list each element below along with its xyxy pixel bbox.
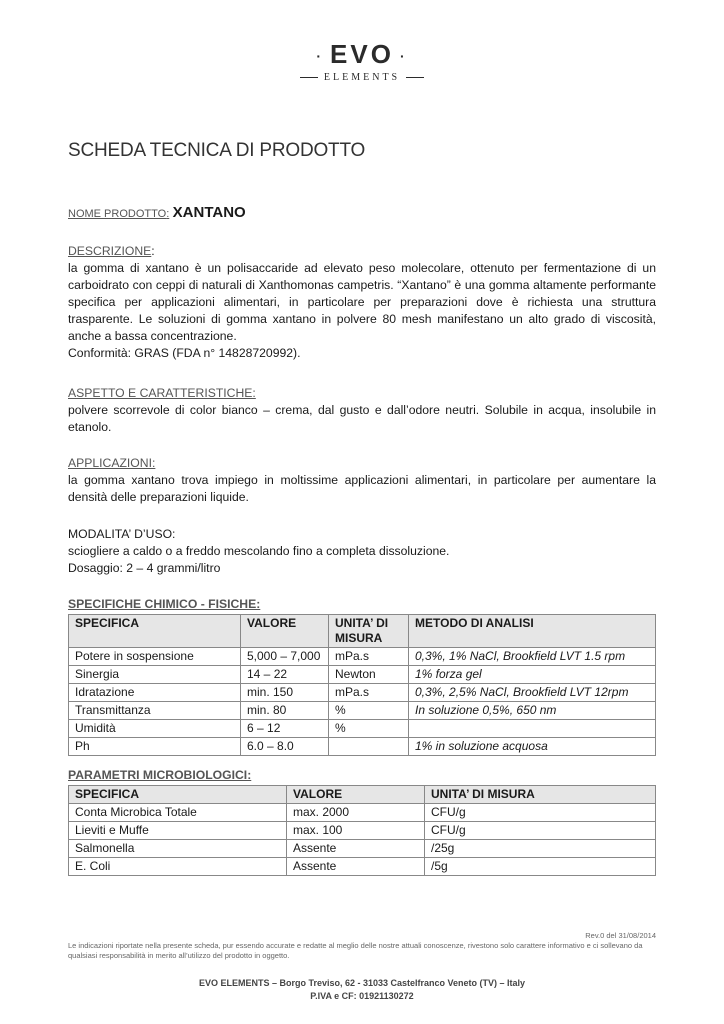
table-cell: 5,000 – 7,000 — [241, 648, 329, 666]
table-row — [69, 804, 656, 822]
chemphys-label: SPECIFICHE CHIMICO - FISICHE: — [68, 597, 261, 611]
table-cell: % — [329, 720, 409, 738]
applications-text: la gomma xantano trova impiego in moltissime applicazioni alimentari, in particolare per aumentare la densità delle preparazioni liquide. — [68, 473, 656, 504]
table-cell: CFU/g — [425, 804, 656, 822]
table-row — [69, 720, 656, 738]
table-cell: /5g — [425, 858, 656, 876]
table-cell: Lieviti e Muffe — [69, 822, 287, 840]
column-header: VALORE — [241, 615, 329, 648]
table-cell: 6 – 12 — [241, 720, 329, 738]
disclaimer: Le indicazioni riportate nella presente scheda, pur essendo accurate e redatte al meglio delle nostre attuali conoscenze, rivestono solo carattere informativo e ci sollevano da qualsiasi responsabilità in merito all’utilizzo del prodotto in oggetto. — [68, 941, 643, 960]
table-row — [69, 702, 656, 720]
logo-dot-right: · — [399, 48, 408, 65]
column-header: VALORE — [287, 786, 425, 804]
logo-dot-left: · — [316, 48, 325, 65]
conformity-text: Conformità: GRAS (FDA n° 14828720992). — [68, 346, 301, 360]
column-header: UNITA’ DI MISURA — [425, 786, 656, 804]
micro-table — [68, 785, 656, 876]
table-cell: max. 2000 — [287, 804, 425, 822]
table-cell: In soluzione 0,5%, 650 nm — [409, 702, 656, 720]
logo-sub-text: ELEMENTS — [323, 72, 401, 84]
table-cell: Assente — [287, 858, 425, 876]
table-cell: 0,3%, 2,5% NaCl, Brookfield LVT 12rpm — [409, 684, 656, 702]
table-cell: E. Coli — [69, 858, 287, 876]
table-cell — [409, 720, 656, 738]
table-cell: Assente — [287, 840, 425, 858]
table-cell: 14 – 22 — [241, 666, 329, 684]
table-cell: max. 100 — [287, 822, 425, 840]
logo-rule-left — [300, 77, 318, 78]
table-cell: Transmittanza — [69, 702, 241, 720]
vat-number: P.IVA e CF: 01921130272 — [310, 991, 414, 1001]
applications-label: APPLICAZIONI: — [68, 456, 156, 470]
table-cell: mPa.s — [329, 648, 409, 666]
table-cell: min. 80 — [241, 702, 329, 720]
table-cell: Umidità — [69, 720, 241, 738]
table-cell: 1% in soluzione acquosa — [409, 738, 656, 756]
table-cell: 1% forza gel — [409, 666, 656, 684]
product-name: XANTANO — [172, 204, 246, 221]
company-address: EVO ELEMENTS – Borgo Treviso, 62 - 31033 Castelfranco Veneto (TV) – Italy — [198, 978, 526, 988]
table-cell: Sinergia — [69, 666, 241, 684]
chemphys-heading — [68, 596, 656, 613]
column-header: SPECIFICA — [69, 615, 241, 648]
description-text: la gomma di xantano è un polisaccaride ad elevato peso molecolare, ottenuto per fermentazione di un carboidrato con ceppi di naturali di Xanthomonas campetris. “Xantano” è una gomma altamente performante specifica per applicazioni alimentari, in particolare per preparazioni dove è richiesta una struttura trasparente. Le soluzioni di gomma xantano in polvere 80 mesh manifestano un alto grado di viscosità, anche a bassa concentrazione. — [68, 261, 656, 343]
chemphys-table — [68, 614, 656, 756]
table-cell: % — [329, 702, 409, 720]
table-header-row — [69, 786, 656, 804]
table-row — [69, 738, 656, 756]
company-logo — [0, 40, 724, 83]
table-cell: /25g — [425, 840, 656, 858]
table-cell: Conta Microbica Totale — [69, 804, 287, 822]
dosage-text: Dosaggio: 2 – 4 grammi/litro — [68, 561, 221, 575]
logo-main-text: EVO — [330, 39, 394, 69]
table-cell: 0,3%, 1% NaCl, Brookfield LVT 1.5 rpm — [409, 648, 656, 666]
description-label: DESCRIZIONE — [68, 244, 152, 258]
aspect-text: polvere scorrevole di color bianco – crema, dal gusto e dall’odore neutri. Solubile in acqua, insolubile in etanolo. — [68, 403, 656, 434]
table-cell: Ph — [69, 738, 241, 756]
revision-note: Rev.0 del 31/08/2014 — [585, 931, 656, 940]
product-name-line: NOME PRODOTTO: XANTANO — [68, 204, 246, 221]
table-header-row — [69, 615, 656, 648]
column-header: SPECIFICA — [69, 786, 287, 804]
table-row — [69, 840, 656, 858]
usage-label: MODALITA’ D’USO: — [68, 527, 176, 541]
micro-label: PARAMETRI MICROBIOLOGICI: — [68, 768, 252, 782]
table-row — [69, 858, 656, 876]
product-name-label: NOME PRODOTTO — [68, 208, 167, 220]
aspect-section — [68, 385, 656, 436]
table-cell: mPa.s — [329, 684, 409, 702]
table-row — [69, 666, 656, 684]
table-cell: CFU/g — [425, 822, 656, 840]
table-row — [69, 684, 656, 702]
description-section: DESCRIZIONE: la gomma di xantano è un polisaccaride ad elevato peso molecolare, ottenuto per fermentazione di un carboidrato con ceppi di naturali di Xanthomonas campetris. “Xantano” è una gomma altamente performante specifica per applicazioni alimentari, in particolare per preparazioni dove è richiesta una struttura trasparente. Le soluzioni di gomma xantano in polvere 80 mesh manifestano un alto grado di viscosità, anche a bassa concentrazione. Conformità: GRAS (FDA n° 14828720992). — [68, 244, 656, 360]
table-cell: Idratazione — [69, 684, 241, 702]
company-address-block — [0, 977, 724, 1003]
table-cell: Potere in sospensione — [69, 648, 241, 666]
table-cell: 6.0 – 8.0 — [241, 738, 329, 756]
usage-section — [68, 526, 656, 577]
table-row — [69, 822, 656, 840]
table-cell: Newton — [329, 666, 409, 684]
usage-line1: sciogliere a caldo o a freddo mescolando fino a completa dissoluzione. — [68, 544, 450, 558]
table-cell — [329, 738, 409, 756]
table-row — [69, 648, 656, 666]
page-title: SCHEDA TECNICA DI PRODOTTO — [68, 140, 366, 161]
table-cell: Salmonella — [69, 840, 287, 858]
micro-heading — [68, 767, 656, 784]
column-header: METODO DI ANALISI — [409, 615, 656, 648]
applications-section — [68, 455, 656, 506]
logo-rule-right — [406, 77, 424, 78]
column-header: UNITA’ DI MISURA — [329, 615, 409, 648]
aspect-label: ASPETTO E CARATTERISTICHE: — [68, 386, 256, 400]
table-cell: min. 150 — [241, 684, 329, 702]
